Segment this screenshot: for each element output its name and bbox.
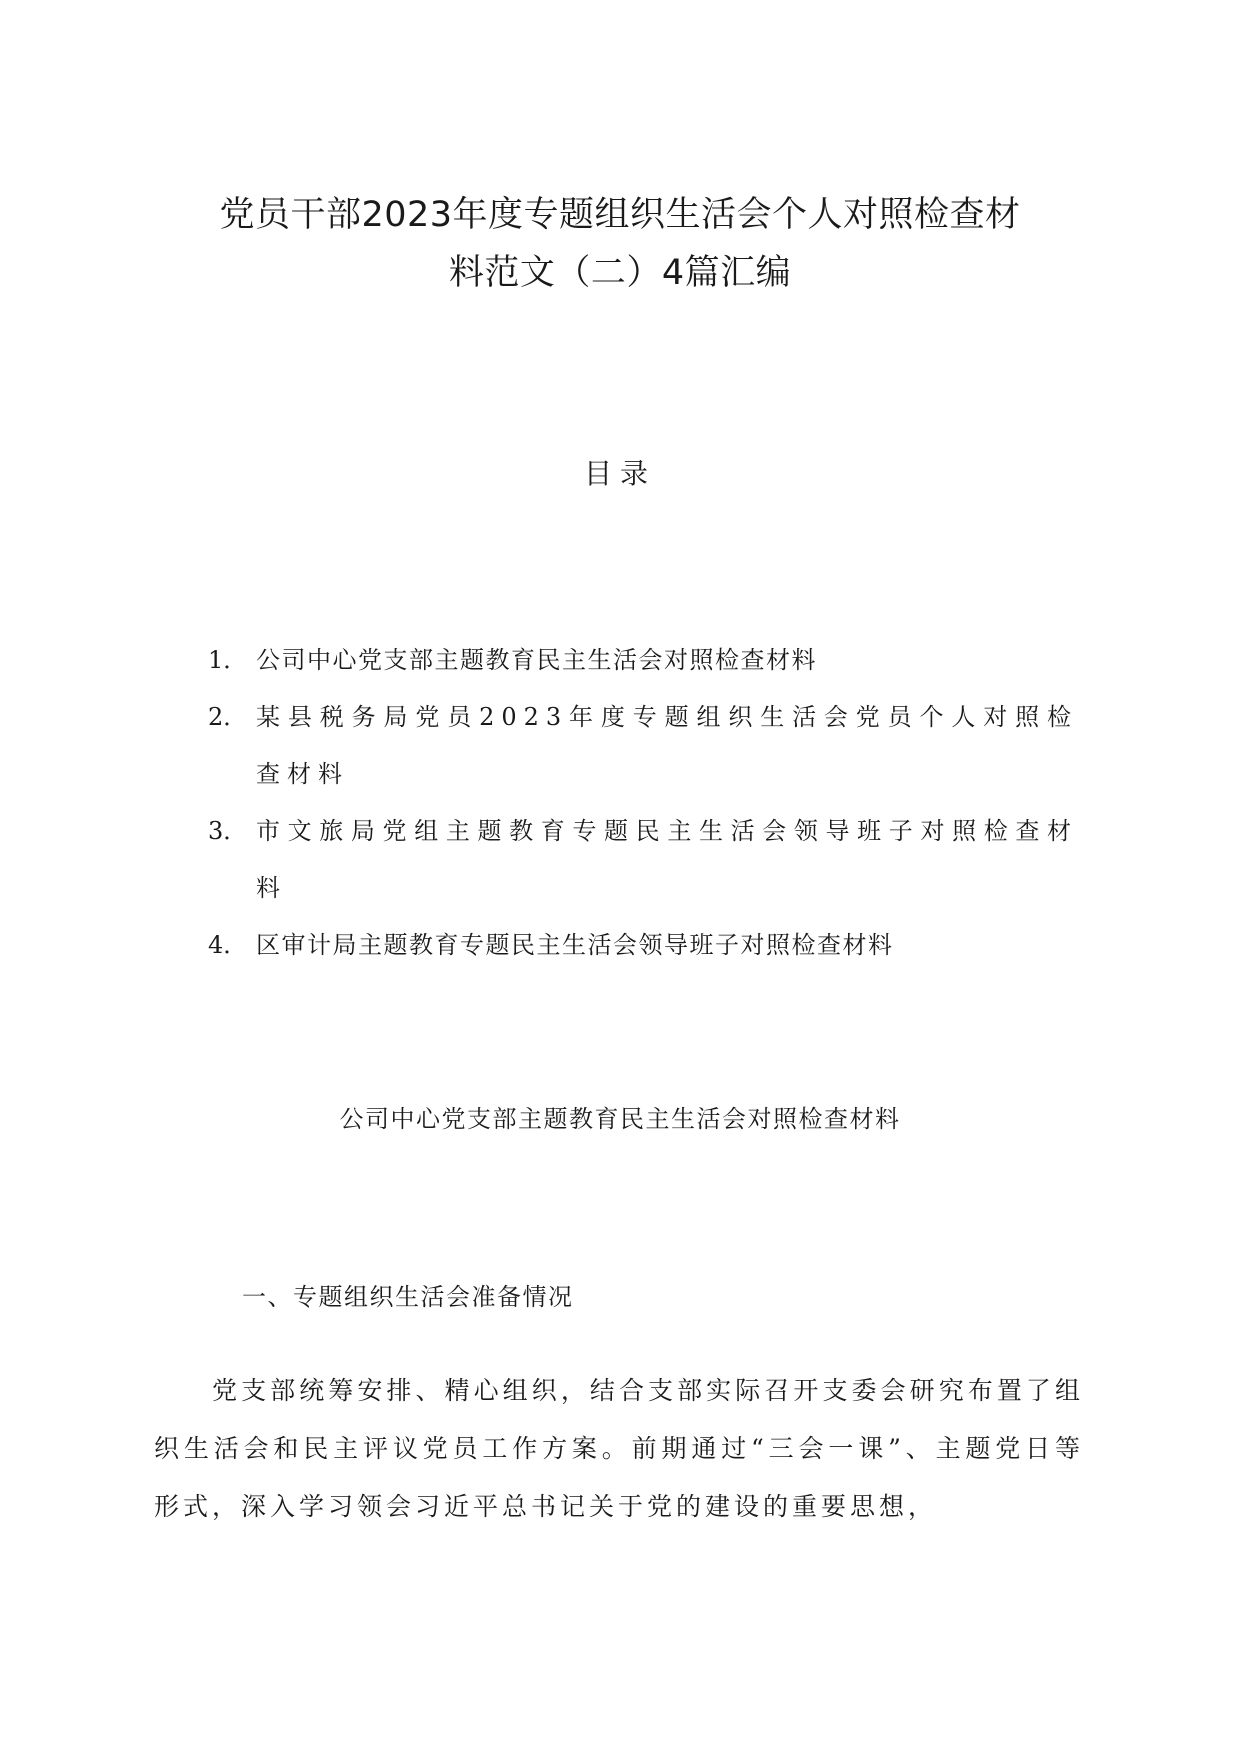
section-subheading: 一、专题组织生活会准备情况	[242, 1283, 574, 1311]
body-paragraph: 党支部统筹安排、精心组织，结合支部实际召开支委会研究布置了组织生活会和民主评议党员工作方案。前期通过“三会一课”、主题党日等形式，深入学习领会习近平总书记关于党的建设的重要思想，	[154, 1376, 1084, 1521]
toc-item-4[interactable]	[208, 917, 1078, 974]
toc-item-text: 某县税务局党员2023年度专题组织生活会党员个人对照检查材料	[256, 703, 1078, 788]
document-title	[150, 186, 1090, 302]
toc-item-text: 区审计局主题教育专题民主生活会领导班子对照检查材料	[256, 931, 894, 959]
table-of-contents	[208, 632, 1078, 974]
toc-item-1[interactable]	[208, 632, 1078, 689]
toc-item-text: 市文旅局党组主题教育专题民主生活会领导班子对照检查材料	[256, 817, 1078, 902]
toc-item-number: 4．	[208, 931, 248, 959]
toc-item-text: 公司中心党支部主题教育民主生活会对照检查材料	[256, 646, 817, 674]
toc-item-number: 3．	[208, 817, 248, 845]
document-title-line-1: 党员干部2023年度专题组织生活会个人对照检查材	[219, 195, 1021, 235]
toc-heading: 目录	[583, 457, 656, 490]
toc-item-2[interactable]	[208, 689, 1078, 803]
document-title-line-2: 料范文（二）4篇汇编	[448, 253, 792, 293]
toc-item-number: 1．	[208, 646, 248, 674]
section-title: 公司中心党支部主题教育民主生活会对照检查材料	[339, 1105, 901, 1133]
toc-item-number: 2．	[208, 703, 248, 731]
toc-item-3[interactable]	[208, 803, 1078, 917]
